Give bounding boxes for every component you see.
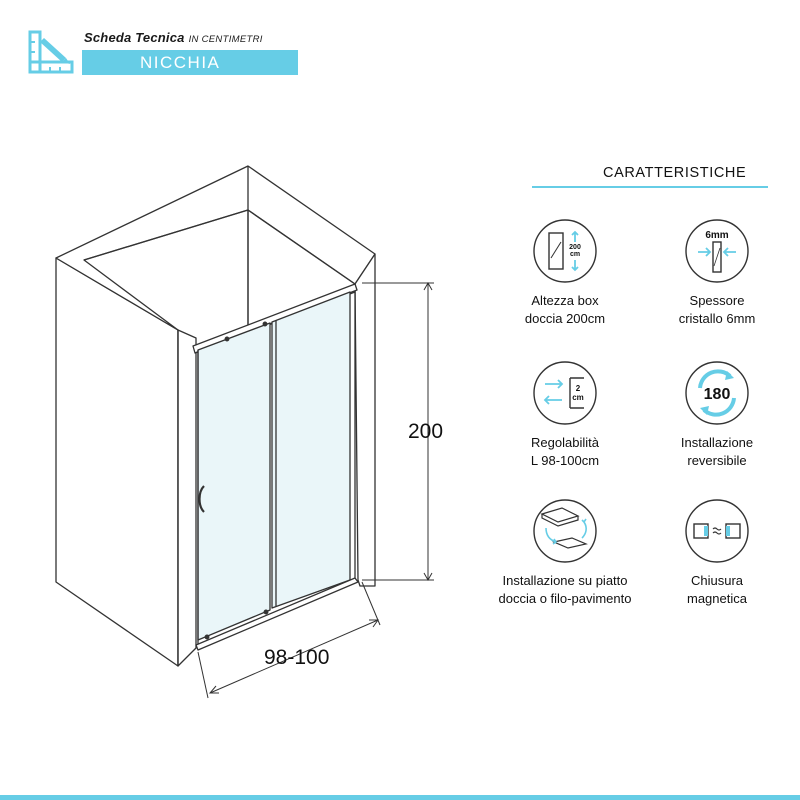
feature-reversible: [627, 360, 800, 470]
feature-reversible-label: Installazione reversibile: [680, 435, 754, 468]
feature-installation-label: Installazione su piatto doccia o filo-pavimento: [498, 573, 632, 606]
glass-thickness-icon: [684, 218, 750, 284]
feature-height-label: Altezza box doccia 200cm: [524, 293, 606, 326]
svg-text:6mm: 6mm: [705, 230, 729, 241]
header-subtitle: IN CENTIMETRI: [188, 34, 263, 45]
bottom-accent-bar: [0, 795, 800, 800]
svg-text:cm: cm: [572, 393, 584, 402]
fixed-glass-panel: [272, 292, 350, 608]
features-underline: [532, 186, 768, 188]
reversible-180-icon: [684, 360, 750, 426]
adjustability-icon: [532, 360, 598, 426]
svg-text:2: 2: [575, 384, 581, 393]
svg-text:180: 180: [703, 386, 731, 403]
feature-glass-thickness: [627, 218, 800, 328]
feature-magnetic-label: Chiusura magnetica: [687, 573, 747, 606]
width-dimension-label: 98-100: [264, 646, 330, 669]
feature-magnetic-closure: [627, 498, 800, 608]
svg-text:cm: cm: [569, 251, 581, 258]
sliding-glass-panel: [198, 323, 270, 640]
height-box-icon: [532, 218, 598, 284]
feature-adjustability-label: Regolabilità L 98-100cm: [530, 435, 600, 468]
tray-or-floor-icon: [532, 498, 598, 564]
height-dimension-label: 200: [408, 420, 444, 443]
magnetic-closure-icon: [684, 498, 750, 564]
svg-text:200: 200: [569, 244, 581, 251]
right-wall: [355, 254, 375, 586]
feature-glass-label: Spessore cristallo 6mm: [678, 293, 756, 326]
features-title: CARATTERISTICHE: [603, 165, 747, 181]
header-bar-label: NICCHIA: [140, 53, 221, 72]
header-title-text: Scheda Tecnica: [84, 30, 185, 45]
